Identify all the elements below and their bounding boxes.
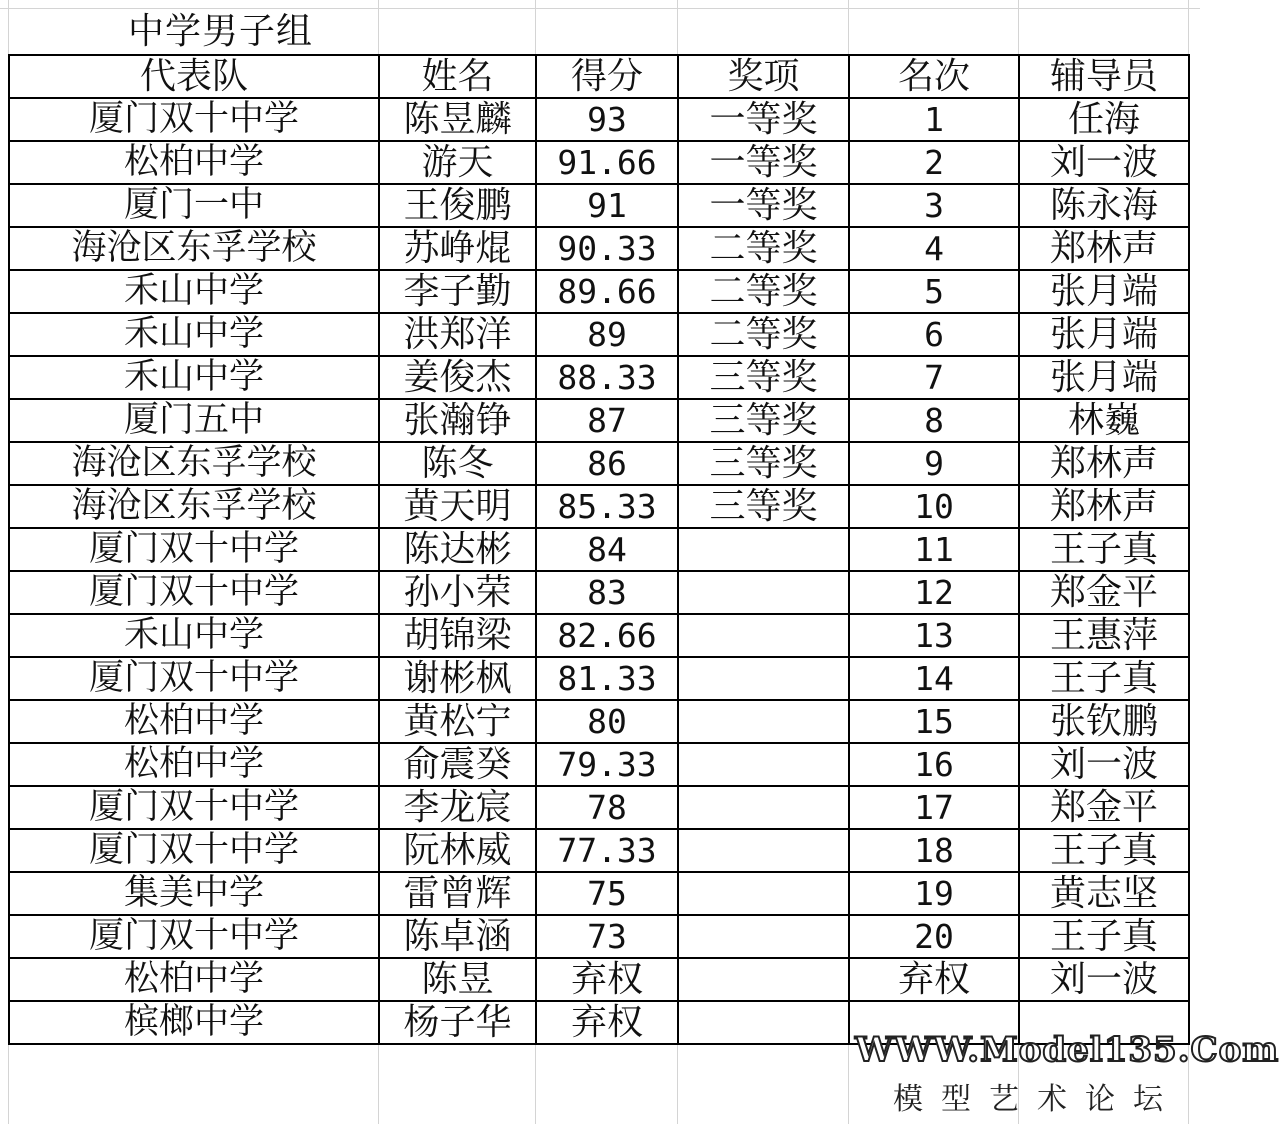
cell-name[interactable]: 游天 — [379, 141, 536, 184]
cell-award[interactable]: 二等奖 — [678, 313, 849, 356]
cell-rank[interactable]: 1 — [849, 98, 1019, 141]
cell-coach[interactable]: 郑林声 — [1019, 442, 1189, 485]
watermark-text: 模型艺术论坛 — [893, 1082, 1181, 1117]
table-row — [9, 571, 1189, 614]
cell-team[interactable]: 海沧区东孚学校 — [9, 227, 379, 270]
cell-team[interactable]: 禾山中学 — [9, 356, 379, 399]
cell-name[interactable]: 李子勤 — [379, 270, 536, 313]
cell-team[interactable]: 松柏中学 — [9, 743, 379, 786]
cell-award[interactable]: 二等奖 — [678, 270, 849, 313]
cell-name[interactable]: 洪郑洋 — [379, 313, 536, 356]
cell-award[interactable] — [678, 700, 849, 743]
cell-rank[interactable]: 14 — [849, 657, 1019, 700]
cell-rank[interactable]: 12 — [849, 571, 1019, 614]
cell-rank[interactable]: 17 — [849, 786, 1019, 829]
cell-rank[interactable]: 11 — [849, 528, 1019, 571]
cell-name[interactable]: 黄松宁 — [379, 700, 536, 743]
cell-score[interactable]: 93 — [536, 98, 678, 141]
table-row — [9, 915, 1189, 958]
header-award[interactable]: 奖项 — [678, 55, 849, 98]
table-row — [9, 442, 1189, 485]
cell-coach[interactable]: 刘一波 — [1019, 958, 1189, 1001]
cell-coach[interactable]: 陈永海 — [1019, 184, 1189, 227]
table-row — [9, 356, 1189, 399]
table-row — [9, 700, 1189, 743]
cell-award[interactable]: 一等奖 — [678, 141, 849, 184]
cell-score[interactable]: 89.66 — [536, 270, 678, 313]
table-row — [9, 829, 1189, 872]
cell-coach[interactable]: 黄志坚 — [1019, 872, 1189, 915]
cell-award[interactable] — [678, 786, 849, 829]
cell-team[interactable]: 厦门双十中学 — [9, 528, 379, 571]
table-row — [9, 98, 1189, 141]
cell-score[interactable]: 弃权 — [536, 1001, 678, 1044]
cell-rank[interactable]: 16 — [849, 743, 1019, 786]
cell-coach[interactable]: 张月端 — [1019, 356, 1189, 399]
cell-name[interactable]: 姜俊杰 — [379, 356, 536, 399]
cell-team[interactable]: 厦门双十中学 — [9, 915, 379, 958]
cell-team[interactable]: 厦门双十中学 — [9, 829, 379, 872]
header-coach[interactable]: 辅导员 — [1019, 55, 1189, 98]
cell-team[interactable]: 禾山中学 — [9, 313, 379, 356]
cell-score[interactable]: 78 — [536, 786, 678, 829]
cell-team[interactable]: 禾山中学 — [9, 614, 379, 657]
cell-team[interactable]: 厦门双十中学 — [9, 657, 379, 700]
cell-score[interactable]: 82.66 — [536, 614, 678, 657]
cell-award[interactable] — [678, 1001, 849, 1044]
table-row — [9, 313, 1189, 356]
cell-score[interactable]: 75 — [536, 872, 678, 915]
cell-team[interactable]: 厦门双十中学 — [9, 571, 379, 614]
header-name[interactable]: 姓名 — [379, 55, 536, 98]
cell-rank[interactable]: 5 — [849, 270, 1019, 313]
cell-team[interactable]: 槟榔中学 — [9, 1001, 379, 1044]
table-row — [9, 743, 1189, 786]
cell-coach[interactable]: 郑林声 — [1019, 485, 1189, 528]
sheet-title[interactable]: 中学男子组 — [128, 11, 314, 52]
cell-score[interactable]: 81.33 — [536, 657, 678, 700]
cell-coach[interactable]: 王子真 — [1019, 528, 1189, 571]
cell-rank[interactable]: 9 — [849, 442, 1019, 485]
watermark-url: WWW.Model135.Com — [855, 1030, 1279, 1070]
cell-name[interactable]: 孙小荣 — [379, 571, 536, 614]
cell-name[interactable]: 李龙宸 — [379, 786, 536, 829]
table-row — [9, 786, 1189, 829]
table-row — [9, 270, 1189, 313]
cell-rank[interactable]: 3 — [849, 184, 1019, 227]
cell-name[interactable]: 苏峥焜 — [379, 227, 536, 270]
cell-name[interactable]: 陈冬 — [379, 442, 536, 485]
cell-rank[interactable]: 8 — [849, 399, 1019, 442]
cell-name[interactable]: 阮林威 — [379, 829, 536, 872]
cell-rank[interactable]: 6 — [849, 313, 1019, 356]
cell-name[interactable]: 陈达彬 — [379, 528, 536, 571]
cell-coach[interactable]: 王子真 — [1019, 829, 1189, 872]
table-row — [9, 184, 1189, 227]
cell-coach[interactable]: 郑金平 — [1019, 786, 1189, 829]
table-row — [9, 657, 1189, 700]
cell-award[interactable] — [678, 872, 849, 915]
table-row — [9, 958, 1189, 1001]
table-row — [9, 399, 1189, 442]
cell-rank[interactable]: 10 — [849, 485, 1019, 528]
cell-score[interactable]: 88.33 — [536, 356, 678, 399]
cell-coach[interactable]: 刘一波 — [1019, 141, 1189, 184]
cell-name[interactable]: 胡锦梁 — [379, 614, 536, 657]
cell-score[interactable]: 84 — [536, 528, 678, 571]
cell-rank[interactable]: 弃权 — [849, 958, 1019, 1001]
cell-award[interactable] — [678, 829, 849, 872]
cell-name[interactable]: 张瀚铮 — [379, 399, 536, 442]
table-row — [9, 528, 1189, 571]
cell-score[interactable]: 80 — [536, 700, 678, 743]
cell-coach[interactable]: 郑林声 — [1019, 227, 1189, 270]
cell-award[interactable]: 一等奖 — [678, 184, 849, 227]
cell-name[interactable]: 陈昱麟 — [379, 98, 536, 141]
cell-team[interactable]: 厦门五中 — [9, 399, 379, 442]
cell-coach[interactable]: 任海 — [1019, 98, 1189, 141]
cell-score[interactable]: 91.66 — [536, 141, 678, 184]
cell-award[interactable] — [678, 528, 849, 571]
cell-team[interactable]: 海沧区东孚学校 — [9, 442, 379, 485]
cell-team[interactable]: 海沧区东孚学校 — [9, 485, 379, 528]
cell-score[interactable]: 85.33 — [536, 485, 678, 528]
cell-coach[interactable]: 王子真 — [1019, 915, 1189, 958]
header-score[interactable]: 得分 — [536, 55, 678, 98]
cell-coach[interactable]: 王惠萍 — [1019, 614, 1189, 657]
cell-award[interactable]: 一等奖 — [678, 98, 849, 141]
cell-coach[interactable]: 张月端 — [1019, 270, 1189, 313]
table-row — [9, 227, 1189, 270]
cell-score[interactable]: 77.33 — [536, 829, 678, 872]
cell-team[interactable]: 集美中学 — [9, 872, 379, 915]
cell-team[interactable]: 松柏中学 — [9, 700, 379, 743]
cell-award[interactable]: 三等奖 — [678, 485, 849, 528]
cell-rank[interactable]: 7 — [849, 356, 1019, 399]
cell-award[interactable] — [678, 571, 849, 614]
cell-score[interactable]: 90.33 — [536, 227, 678, 270]
cell-award[interactable]: 三等奖 — [678, 399, 849, 442]
cell-coach[interactable]: 林巍 — [1019, 399, 1189, 442]
cell-coach[interactable]: 张月端 — [1019, 313, 1189, 356]
table-row — [9, 485, 1189, 528]
cell-rank[interactable]: 19 — [849, 872, 1019, 915]
cell-coach[interactable]: 张钦鹏 — [1019, 700, 1189, 743]
cell-name[interactable]: 王俊鹏 — [379, 184, 536, 227]
cell-name[interactable]: 雷曾辉 — [379, 872, 536, 915]
cell-name[interactable]: 俞震癸 — [379, 743, 536, 786]
results-body — [9, 98, 1189, 1044]
header-row — [9, 55, 1189, 98]
cell-team[interactable]: 松柏中学 — [9, 141, 379, 184]
cell-rank[interactable]: 2 — [849, 141, 1019, 184]
cell-rank[interactable]: 18 — [849, 829, 1019, 872]
cell-team[interactable]: 松柏中学 — [9, 958, 379, 1001]
cell-team[interactable]: 厦门一中 — [9, 184, 379, 227]
cell-coach[interactable]: 郑金平 — [1019, 571, 1189, 614]
cell-name[interactable]: 陈卓涵 — [379, 915, 536, 958]
cell-award[interactable] — [678, 743, 849, 786]
cell-team[interactable]: 厦门双十中学 — [9, 98, 379, 141]
cell-rank[interactable]: 15 — [849, 700, 1019, 743]
cell-rank[interactable]: 20 — [849, 915, 1019, 958]
gridline — [0, 8, 1200, 9]
cell-award[interactable] — [678, 958, 849, 1001]
cell-score[interactable]: 83 — [536, 571, 678, 614]
cell-score[interactable]: 87 — [536, 399, 678, 442]
cell-name[interactable]: 谢彬枫 — [379, 657, 536, 700]
cell-award[interactable] — [678, 614, 849, 657]
header-team[interactable]: 代表队 — [9, 55, 379, 98]
cell-award[interactable]: 三等奖 — [678, 442, 849, 485]
cell-award[interactable]: 三等奖 — [678, 356, 849, 399]
cell-score[interactable]: 79.33 — [536, 743, 678, 786]
cell-award[interactable] — [678, 915, 849, 958]
cell-score[interactable]: 73 — [536, 915, 678, 958]
cell-score[interactable]: 弃权 — [536, 958, 678, 1001]
cell-coach[interactable]: 王子真 — [1019, 657, 1189, 700]
header-rank[interactable]: 名次 — [849, 55, 1019, 98]
cell-name[interactable]: 陈昱 — [379, 958, 536, 1001]
cell-rank[interactable]: 13 — [849, 614, 1019, 657]
table-row — [9, 614, 1189, 657]
cell-score[interactable]: 91 — [536, 184, 678, 227]
cell-team[interactable]: 厦门双十中学 — [9, 786, 379, 829]
cell-score[interactable]: 89 — [536, 313, 678, 356]
table-row — [9, 872, 1189, 915]
cell-rank[interactable]: 4 — [849, 227, 1019, 270]
cell-name[interactable]: 黄天明 — [379, 485, 536, 528]
cell-coach[interactable]: 刘一波 — [1019, 743, 1189, 786]
cell-name[interactable]: 杨子华 — [379, 1001, 536, 1044]
table-row — [9, 141, 1189, 184]
results-table — [8, 54, 1190, 1045]
cell-award[interactable]: 二等奖 — [678, 227, 849, 270]
watermark — [855, 1030, 1279, 1117]
cell-team[interactable]: 禾山中学 — [9, 270, 379, 313]
cell-award[interactable] — [678, 657, 849, 700]
cell-score[interactable]: 86 — [536, 442, 678, 485]
